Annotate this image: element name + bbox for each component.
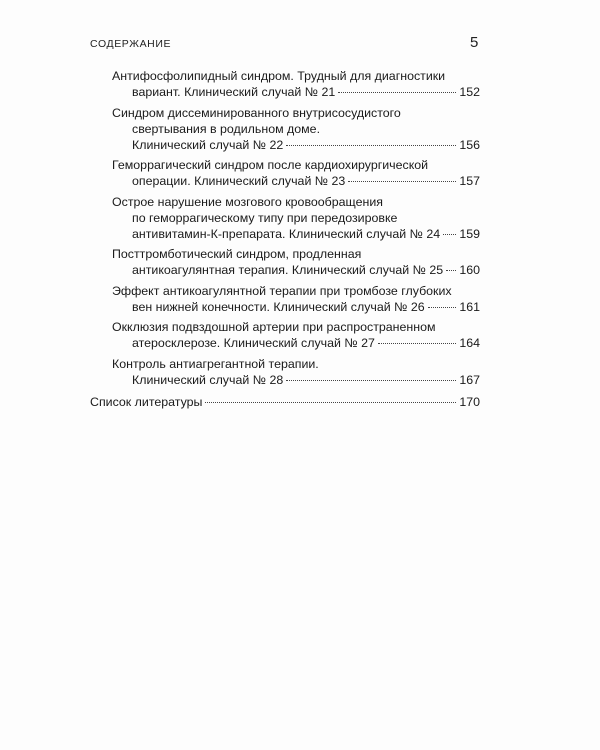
table-of-contents [90,68,480,414]
toc-entry-case-21[interactable] [90,68,480,100]
toc-entry-last-line [90,394,480,410]
toc-entry-page: 170 [459,394,480,409]
toc-entry-title-tail: операции. Клинический случай № 23 [132,174,346,188]
toc-entry-title-line: Геморрагический синдром после кардиохирургической [112,158,429,172]
toc-entry-title-tail: антикоагулянтная терапия. Клинический случай № 25 [132,263,444,277]
toc-entry-title-tail: Список литературы [90,394,203,409]
toc-entry-last-line [112,137,480,153]
running-head: СОДЕРЖАНИЕ [90,38,172,50]
toc-entry-case-24[interactable] [90,194,480,242]
toc-entry-title-line: Антифосфолипидный синдром. Трудный для диагностики [112,69,446,83]
toc-entry-last-line [112,173,480,189]
dot-leader [348,181,456,182]
toc-entry-page: 156 [459,137,480,152]
toc-entry-case-28[interactable] [90,356,480,388]
toc-entry-page: 167 [459,372,480,387]
dot-leader [205,402,456,403]
toc-entry-last-line [112,226,480,242]
toc-entry-title-line: Острое нарушение мозгового кровообращения [112,194,383,209]
toc-entry-last-line [112,335,480,351]
toc-entry-case-23[interactable] [90,157,480,189]
toc-entry-case-22[interactable] [90,105,480,153]
toc-entry-title-line: Контроль антиагрегантной терапии. [112,356,319,371]
dot-leader [443,234,456,235]
toc-entry-title-tail: антивитамин-К-препарата. Клинический случай № 24 [132,226,441,241]
toc-entry-page: 159 [459,226,480,241]
toc-entry-page: 160 [459,263,480,277]
toc-entry-page: 152 [459,85,480,99]
toc-entry-last-line [112,84,480,100]
toc-entry-title-line: Окклюзия подвздошной артерии при распространенном [112,320,436,334]
toc-entry-title-tail: вен нижней конечности. Клинический случай № 26 [132,299,425,314]
toc-entry-title-line: свертывания в родильном доме. [132,121,321,136]
toc-entry-title-tail: Клинический случай № 28 [132,372,284,387]
dot-leader [286,380,456,381]
toc-entry-title-line: Посттромботический синдром, продленная [112,247,362,261]
toc-entry-bibliography[interactable] [90,394,480,410]
toc-entry-page: 157 [459,174,480,188]
dot-leader [286,145,456,146]
dot-leader [338,92,456,93]
toc-entry-title-line: Синдром диссеминированного внутрисосудистого [112,105,401,120]
toc-entry-title-tail: атеросклерозе. Клинический случай № 27 [132,336,375,350]
toc-entry-case-25[interactable] [90,246,480,278]
page-number: 5 [470,34,479,51]
toc-entry-last-line [112,299,480,315]
toc-entry-case-27[interactable] [90,319,480,351]
toc-entry-title-tail: Клинический случай № 22 [132,137,284,152]
toc-entry-page: 161 [459,299,480,314]
toc-entry-title-line: Эффект антикоагулянтной терапии при тромбозе глубоких [112,283,452,298]
toc-entry-title-line: по геморрагическому типу при передозировке [132,210,398,225]
dot-leader [378,343,456,344]
toc-entry-title-tail: вариант. Клинический случай № 21 [132,85,336,99]
toc-entry-case-26[interactable] [90,283,480,315]
toc-entry-page: 164 [459,336,480,350]
dot-leader [446,270,456,271]
toc-entry-last-line [112,372,480,388]
toc-entry-last-line [112,262,480,278]
dot-leader [428,307,457,308]
